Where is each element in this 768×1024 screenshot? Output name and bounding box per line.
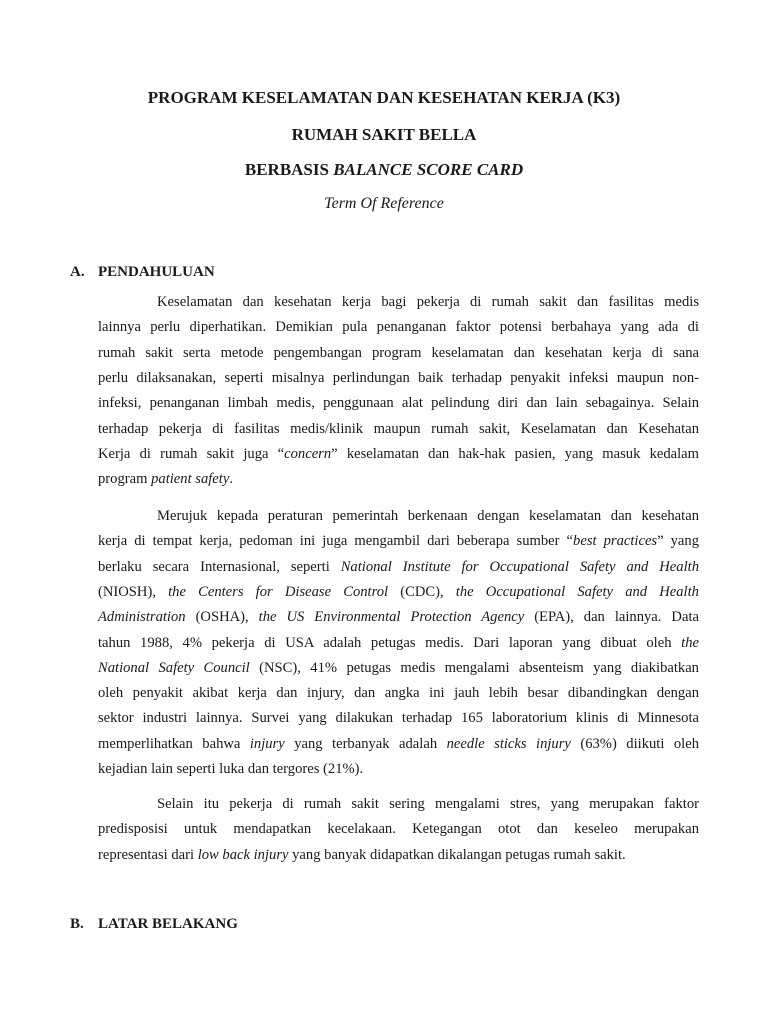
italic-text: patient safety [151,471,230,488]
section-heading-b [70,916,238,933]
basis-italic: BALANCE SCORE CARD [333,160,524,179]
text-run: terhadap pekerja di fasilitas medis/klinik maupun rumah sakit, Keselamatan dan Kesehatan [98,420,699,437]
paragraph-3-line [98,820,699,838]
basis-prefix: BERBASIS [244,160,334,179]
hospital-name: RUMAH SAKIT BELLA [291,125,477,144]
paragraph-1-line [157,293,699,311]
paragraph-2-line [98,583,699,601]
text-run: yang terbanyak adalah [284,735,447,752]
italic-text: Administration [98,609,186,626]
section-number: B. [70,916,84,932]
document-title: PROGRAM KESELAMATAN DAN KESEHATAN KERJA (K3) [147,88,621,107]
section-title: PENDAHULUAN [98,264,215,280]
text-run: ” keselamatan dan hak-hak pasien, yang masuk kedalam [331,445,699,462]
paragraph-1-line [98,369,699,387]
paragraph-1-line [98,318,699,336]
italic-text: injury [249,735,285,752]
document-subtitle: Term Of Reference [324,195,444,212]
text-run: yang banyak didapatkan dikalangan petugas rumah sakit. [288,846,626,863]
text-run: (CDC), [388,583,456,600]
text-run: (NSC), 41% petugas medis mengalami absenteism yang diakibatkan [249,659,699,676]
text-run: oleh penyakit akibat kerja dan injury, dan angka ini jauh lebih besar dibandingkan dengan [98,685,699,702]
text-run: . [229,471,233,488]
text-run: representasi dari [98,846,198,863]
text-run: lainnya perlu diperhatikan. Demikian pula penanganan faktor potensi berbahaya yang ada di [98,319,699,336]
paragraph-1-line [98,445,699,463]
text-run: rumah sakit serta metode pengembangan program keselamatan dan kesehatan kerja di sana [98,344,699,361]
paragraph-1-line [98,420,699,438]
text-run: berlaku secara Internasional, seperti [98,558,341,575]
text-run: predisposisi untuk mendapatkan kecelakaan. Ketegangan otot dan keseleo merupakan [98,821,699,838]
text-run: Keselamatan dan kesehatan kerja bagi pekerja di rumah sakit dan fasilitas medis [157,294,699,310]
paragraph-3-line [98,846,699,864]
text-run: program [98,471,152,488]
text-run: sektor industri lainnya. Survei yang dilakukan terhadap 165 laboratorium klinis di Minnesota [98,710,699,727]
paragraph-2-line [157,507,699,525]
italic-text: the US Environmental Protection Agency [258,609,525,626]
paragraph-2-line [98,760,699,778]
paragraph-2-line [98,709,699,727]
italic-text: National Safety Council [98,659,250,676]
paragraph-1-line [98,394,699,412]
text-run: kerja di tempat kerja, pedoman ini juga mengambil dari beberapa sumber “ [98,533,574,550]
text-run: tahun 1988, 4% pekerja di USA adalah petugas medis. Dari laporan yang dibuat oleh [98,634,682,651]
paragraph-3-line [157,795,699,813]
paragraph-2-line [98,608,699,626]
text-run: (63%) diikuti oleh [570,735,699,752]
document-basis [0,160,768,180]
text-run: Selain itu pekerja di rumah sakit sering mengalami stres, yang merupakan faktor [157,796,699,812]
section-title: LATAR BELAKANG [98,916,238,932]
italic-text: the Occupational Safety and Health [455,583,699,600]
italic-text: concern [284,445,332,462]
paragraph-2-line [98,684,699,702]
paragraph-2-line [98,558,699,576]
paragraph-1-line [98,470,699,488]
text-run: perlu dilaksanakan, seperti misalnya perlindungan baik terhadap penyakit infeksi maupun non- [98,369,699,386]
text-run: (NIOSH), [98,583,169,600]
italic-text: best practices [573,533,658,550]
italic-text: low back injury [197,846,289,863]
paragraph-1-line [98,344,699,362]
paragraph-2-line [98,634,699,652]
text-run: ” yang [657,533,700,550]
text-run: Merujuk kepada peraturan pemerintah berkenaan dengan keselamatan dan kesehatan [157,508,699,524]
section-number: A. [70,264,85,280]
italic-text: the Centers for Disease Control [168,583,389,600]
italic-text: National Institute for Occupational Safety and Health [340,558,699,575]
text-run: infeksi, penanganan limbah medis, penggunaan alat pelindung diri dan lain sebagainya. Selain [98,395,699,412]
text-run: (EPA), dan lainnya. Data [524,609,699,626]
text-run: Kerja di rumah sakit juga “ [98,445,285,462]
text-run: kejadian lain seperti luka dan tergores (21%). [98,761,364,777]
italic-text: the [681,634,699,651]
paragraph-2-line [98,659,699,677]
paragraph-2-line [98,532,699,550]
text-run: (OSHA), [185,609,259,626]
section-heading-a [70,264,215,281]
italic-text: needle sticks injury [446,735,571,752]
text-run: memperlihatkan bahwa [98,735,250,752]
paragraph-2-line [98,735,699,753]
